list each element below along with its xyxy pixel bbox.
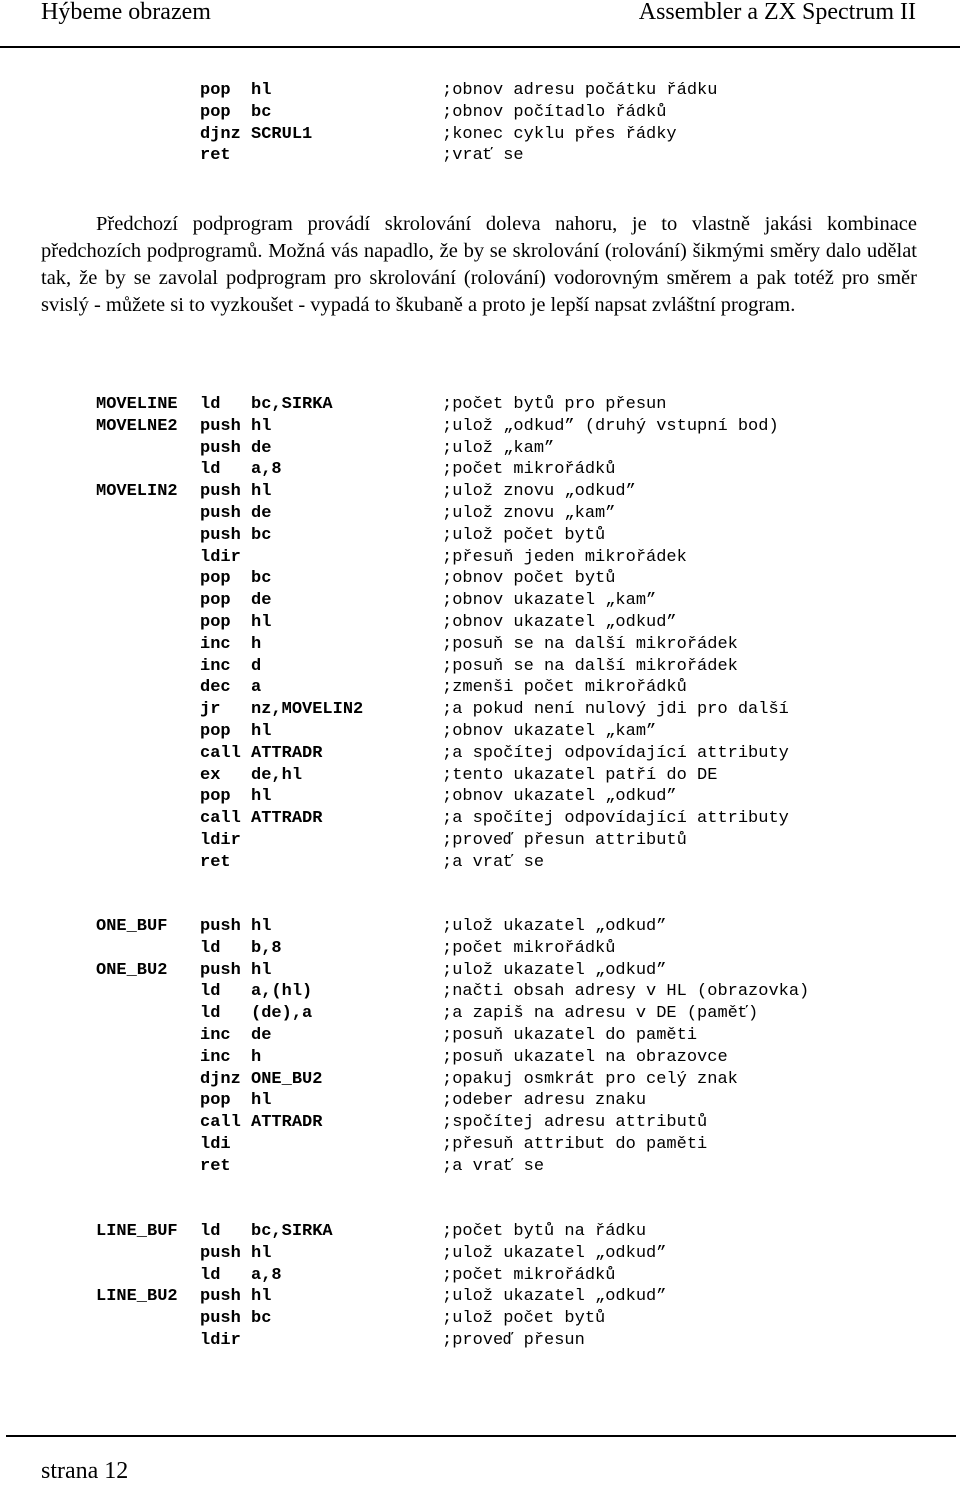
code-comment: ;ulož „odkud” (druhý vstupní bod)	[442, 416, 779, 436]
code-comment: ;opakuj osmkrát pro celý znak	[442, 1069, 738, 1089]
code-instruction: inc d	[200, 656, 262, 676]
code-comment: ;ulož počet bytů	[442, 525, 606, 545]
code-comment: ;ulož počet bytů	[442, 1309, 606, 1329]
code-label: LINE_BU2	[96, 1287, 178, 1307]
code-comment: ;obnov počet bytů	[442, 569, 616, 589]
code-comment: ;ulož „kam”	[442, 438, 555, 458]
code-instruction: pop hl	[200, 721, 272, 741]
code-comment: ;proveď přesun	[442, 1330, 585, 1350]
code-instruction: push hl	[200, 482, 272, 502]
page-number: strana 12	[41, 1458, 129, 1484]
code-instruction: djnz SCRUL1	[200, 124, 313, 144]
code-comment: ;odeber adresu znaku	[442, 1091, 647, 1111]
code-instruction: ret	[200, 852, 231, 872]
code-comment: ;přesuň jeden mikrořádek	[442, 547, 687, 567]
code-comment: ;ulož znovu „kam”	[442, 503, 616, 523]
code-instruction: dec a	[200, 678, 262, 698]
code-comment: ;zmenši počet mikrořádků	[442, 678, 687, 698]
code-comment: ;posuň ukazatel do paměti	[442, 1025, 698, 1045]
code-instruction: pop hl	[200, 81, 272, 100]
code-comment: ;vrať se	[442, 146, 524, 166]
code-comment: ;ulož ukazatel „odkud”	[442, 1287, 667, 1307]
code-instruction: push de	[200, 438, 272, 458]
code-instruction: push hl	[200, 960, 272, 980]
code-instruction: ldi	[200, 1134, 231, 1154]
code-label: ONE_BU2	[96, 960, 168, 980]
code-instruction: push de	[200, 503, 272, 523]
page-header	[0, 0, 960, 48]
code-instruction: ld bc,SIRKA	[200, 1222, 333, 1241]
footer-divider	[6, 1435, 956, 1437]
code-comment: ;počet bytů na řádku	[442, 1222, 647, 1241]
code-instruction: ldir	[200, 1330, 241, 1350]
code-instruction: call ATTRADR	[200, 1113, 323, 1133]
code-instruction: call ATTRADR	[200, 809, 323, 829]
code-comment: ;ulož ukazatel „odkud”	[442, 917, 667, 936]
code-instruction: ld (de),a	[200, 1004, 313, 1024]
code-comment: ;a zapiš na adresu v DE (paměť)	[442, 1004, 759, 1024]
code-instruction: pop bc	[200, 569, 272, 589]
code-comment: ;obnov ukazatel „kam”	[442, 591, 657, 611]
code-instruction: ret	[200, 146, 231, 166]
code-instruction: ld a,(hl)	[200, 982, 313, 1002]
code-instruction: push hl	[200, 416, 272, 436]
code-instruction: pop de	[200, 591, 272, 611]
code-label: ONE_BUF	[96, 917, 168, 936]
code-instruction: pop bc	[200, 102, 272, 122]
code-comment: ;posuň se na další mikrořádek	[442, 634, 738, 654]
code-instruction: ld a,8	[200, 1265, 282, 1285]
code-instruction: pop hl	[200, 612, 272, 632]
code-instruction: ld bc,SIRKA	[200, 395, 333, 414]
code-instruction: pop hl	[200, 787, 272, 807]
code-comment: ;obnov ukazatel „odkud”	[442, 612, 677, 632]
code-comment: ;ulož ukazatel „odkud”	[442, 960, 667, 980]
code-instruction: ret	[200, 1156, 231, 1176]
code-instruction: djnz ONE_BU2	[200, 1069, 323, 1089]
code-label: LINE_BUF	[96, 1222, 178, 1241]
code-comment: ;tento ukazatel patří do DE	[442, 765, 718, 785]
header-left-title: Hýbeme obrazem	[41, 0, 211, 25]
code-comment: ;spočítej adresu attributů	[442, 1113, 708, 1133]
code-comment: ;obnov ukazatel „odkud”	[442, 787, 677, 807]
code-label: MOVELIN2	[96, 482, 178, 502]
code-comment: ;počet mikrořádků	[442, 1265, 616, 1285]
code-instruction: push hl	[200, 1287, 272, 1307]
code-comment: ;a spočítej odpovídající attributy	[442, 809, 789, 829]
code-instruction: jr nz,MOVELIN2	[200, 700, 364, 720]
body-paragraph: Předchozí podprogram provádí skrolování doleva nahoru, je to vlastně jakási kombinace předchozích podprogramů. Možná vás napadlo, že by se skrolování (rolování) šikmými směry dalo udělat tak, že by se zavolal podprogram pro skrolování (rolování) vodorovným směrem a pak totéž pro směr svislý - můžete si to vyzkoušet - vypadá to škubaně a proto je lepší napsat zvláštní program.	[41, 213, 917, 316]
code-instruction: inc h	[200, 634, 262, 654]
code-comment: ;a vrať se	[442, 852, 545, 872]
code-comment: ;počet mikrořádků	[442, 938, 616, 958]
code-comment: ;posuň ukazatel na obrazovce	[442, 1047, 728, 1067]
code-comment: ;obnov počítadlo řádků	[442, 102, 667, 122]
code-comment: ;počet mikrořádků	[442, 460, 616, 480]
code-instruction: ex de,hl	[200, 765, 303, 785]
code-instruction: inc h	[200, 1047, 262, 1067]
code-comment: ;počet bytů pro přesun	[442, 395, 667, 414]
code-comment: ;načti obsah adresy v HL (obrazovka)	[442, 982, 810, 1002]
code-instruction: push bc	[200, 525, 272, 545]
code-comment: ;a spočítej odpovídající attributy	[442, 743, 789, 763]
code-label: MOVELNE2	[96, 416, 178, 436]
code-instruction: ld a,8	[200, 460, 282, 480]
code-instruction: inc de	[200, 1025, 272, 1045]
code-instruction: ldir	[200, 830, 241, 850]
code-comment: ;ulož znovu „odkud”	[442, 482, 636, 502]
code-instruction: call ATTRADR	[200, 743, 323, 763]
code-comment: ;proveď přesun attributů	[442, 830, 687, 850]
code-comment: ;konec cyklu přes řádky	[442, 124, 677, 144]
code-label: MOVELINE	[96, 395, 178, 414]
code-instruction: push bc	[200, 1309, 272, 1329]
code-comment: ;obnov ukazatel „kam”	[442, 721, 657, 741]
code-comment: ;a vrať se	[442, 1156, 545, 1176]
code-instruction: ld b,8	[200, 938, 282, 958]
code-comment: ;posuň se na další mikrořádek	[442, 656, 738, 676]
code-instruction: ldir	[200, 547, 241, 567]
header-right-title: Assembler a ZX Spectrum II	[638, 0, 916, 25]
code-instruction: push hl	[200, 917, 272, 936]
code-comment: ;obnov adresu počátku řádku	[442, 81, 718, 100]
code-comment: ;a pokud není nulový jdi pro další	[442, 700, 789, 720]
code-comment: ;přesuň attribut do paměti	[442, 1134, 708, 1154]
code-comment: ;ulož ukazatel „odkud”	[442, 1243, 667, 1263]
code-instruction: pop hl	[200, 1091, 272, 1111]
code-instruction: push hl	[200, 1243, 272, 1263]
